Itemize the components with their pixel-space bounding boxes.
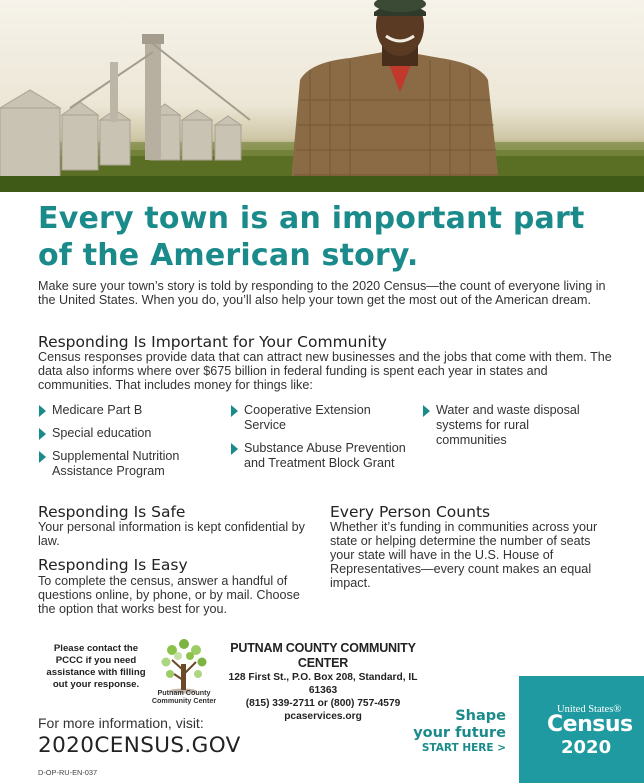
chevron-right-icon — [38, 404, 48, 418]
bullet-item: Supplemental Nutrition Assistance Program — [38, 449, 198, 479]
census-logo-year: 2020 — [561, 737, 612, 758]
chevron-right-icon — [38, 450, 48, 464]
counts-body: Whether it’s funding in communities across your state or helping determine the number of seats your state will have in the U.S. House of Representatives—every count makes an equal impact. — [330, 520, 598, 590]
chevron-right-icon — [422, 404, 432, 418]
bullet-item: Cooperative Extension Service — [230, 403, 390, 433]
important-title: Responding Is Important for Your Community — [38, 333, 387, 351]
organization-block — [218, 641, 428, 723]
bullet-column-3 — [422, 403, 597, 456]
start-here-link[interactable]: START HERE > — [421, 742, 506, 754]
easy-title: Responding Is Easy — [38, 556, 188, 574]
shape-line-2: your future — [413, 725, 506, 741]
more-info-label: For more information, visit: — [38, 715, 204, 731]
hero-illustration — [0, 0, 644, 192]
organization-name: PUTNAM COUNTY COMMUNITY CENTER — [230, 641, 416, 670]
important-body: Census responses provide data that can attract new businesses and the jobs that come with them. The data also informs where over $675 billion in federal funding is spent each year in states and communities. That includes money for things like: — [38, 350, 612, 392]
census-2020-logo — [519, 676, 644, 783]
farmer-figure — [290, 0, 500, 192]
bullet-item: Water and waste disposal systems for rural communities — [422, 403, 597, 448]
logo-label: Putnam County Community Center — [151, 688, 217, 705]
assistance-note: Please contact the PCCC if you need assistance with filling out your response. — [46, 643, 146, 690]
census-url-link[interactable]: 2020CENSUS.GOV — [38, 733, 241, 758]
organization-website[interactable]: pcaservices.org — [284, 711, 362, 722]
headline: Every town is an important part of the American story. — [38, 201, 585, 273]
counts-title: Every Person Counts — [330, 503, 491, 521]
chevron-right-icon — [230, 442, 240, 456]
census-logo-us: United States® — [557, 704, 622, 715]
bullet-column-2 — [230, 403, 415, 479]
shape-your-future — [413, 708, 506, 742]
census-logo-word: Census — [547, 712, 633, 737]
chevron-right-icon — [230, 404, 240, 418]
bullet-item: Substance Abuse Prevention and Treatment Block Grant — [230, 441, 415, 471]
organization-phone: (815) 339-2711 or (800) 757-4579 — [245, 698, 401, 709]
intro-paragraph: Make sure your town’s story is told by responding to the 2020 Census—the count of everyone living in the United States. When you do, you’ll also help your town get the most out of the American dream. — [38, 279, 606, 307]
chevron-right-icon — [38, 427, 48, 441]
organization-address: 128 First St., P.O. Box 208, Standard, IL 61363 — [228, 672, 418, 696]
document-code: D-OP-RU-EN-037 — [38, 768, 98, 777]
hero-photo — [0, 0, 644, 192]
safe-title: Responding Is Safe — [38, 503, 186, 521]
bullet-item: Special education — [38, 426, 208, 441]
bullet-column-1 — [38, 403, 208, 487]
easy-body: To complete the census, answer a handful of questions online, by phone, or by mail. Choose the option that works best for you. — [38, 574, 300, 616]
safe-body: Your personal information is kept confidential by law. — [38, 520, 305, 548]
shape-line-1: Shape — [455, 708, 506, 724]
bullet-item: Medicare Part B — [38, 403, 208, 418]
